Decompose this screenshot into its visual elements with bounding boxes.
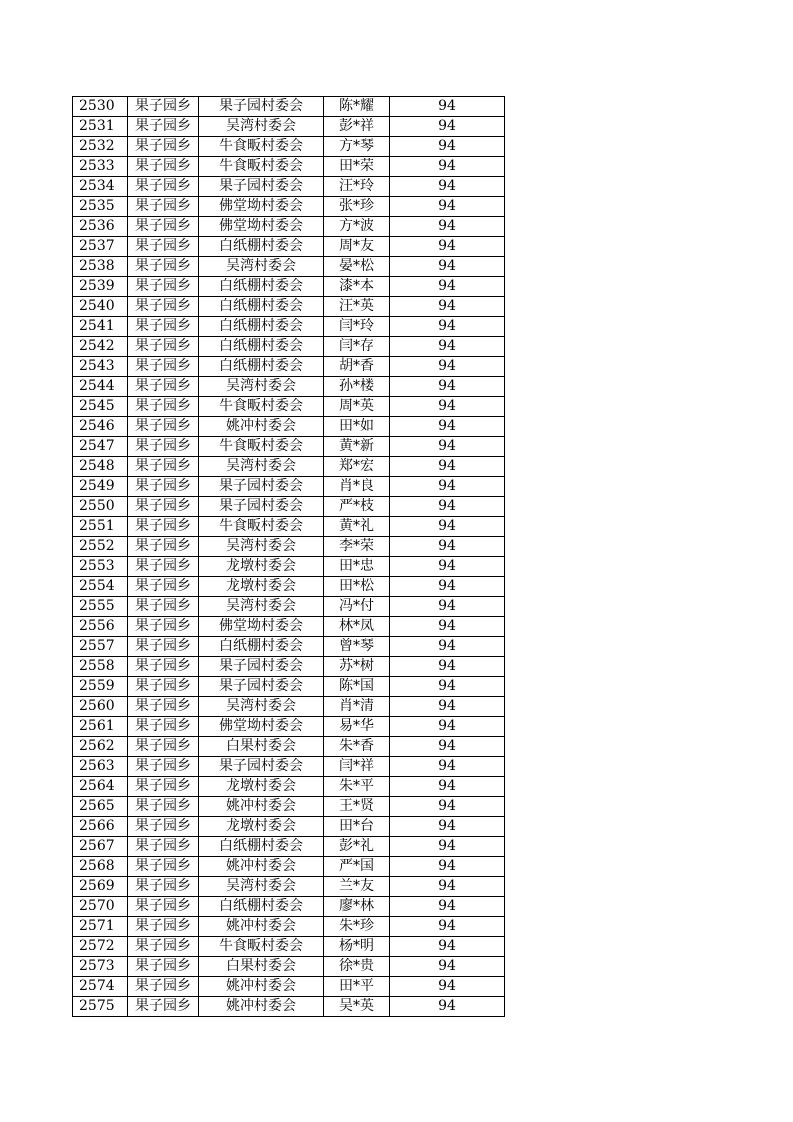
- village-committee-cell: 吴湾村委会: [199, 257, 324, 277]
- score-cell: 94: [390, 217, 505, 237]
- score-cell: 94: [390, 777, 505, 797]
- township-cell: 果子园乡: [128, 837, 199, 857]
- table-row: [73, 177, 505, 197]
- serial-number-cell: 2535: [73, 197, 128, 217]
- table-row: [73, 497, 505, 517]
- serial-number-cell: 2566: [73, 817, 128, 837]
- village-committee-cell: 牛食畈村委会: [199, 517, 324, 537]
- serial-number-cell: 2569: [73, 877, 128, 897]
- village-committee-cell: 果子园村委会: [199, 497, 324, 517]
- serial-number-cell: 2549: [73, 477, 128, 497]
- township-cell: 果子园乡: [128, 157, 199, 177]
- serial-number-cell: 2565: [73, 797, 128, 817]
- person-name-cell: 方*波: [324, 217, 390, 237]
- serial-number-cell: 2554: [73, 577, 128, 597]
- serial-number-cell: 2550: [73, 497, 128, 517]
- village-committee-cell: 吴湾村委会: [199, 697, 324, 717]
- township-cell: 果子园乡: [128, 977, 199, 997]
- score-cell: 94: [390, 537, 505, 557]
- village-committee-cell: 姚冲村委会: [199, 857, 324, 877]
- table-row: [73, 197, 505, 217]
- person-name-cell: 田*平: [324, 977, 390, 997]
- person-name-cell: 李*荣: [324, 537, 390, 557]
- person-name-cell: 易*华: [324, 717, 390, 737]
- township-cell: 果子园乡: [128, 817, 199, 837]
- village-committee-cell: 吴湾村委会: [199, 377, 324, 397]
- serial-number-cell: 2564: [73, 777, 128, 797]
- table-row: [73, 917, 505, 937]
- person-name-cell: 黄*礼: [324, 517, 390, 537]
- score-cell: 94: [390, 417, 505, 437]
- village-committee-cell: 牛食畈村委会: [199, 437, 324, 457]
- person-name-cell: 肖*良: [324, 477, 390, 497]
- village-committee-cell: 吴湾村委会: [199, 597, 324, 617]
- township-cell: 果子园乡: [128, 677, 199, 697]
- table-row: [73, 117, 505, 137]
- score-cell: 94: [390, 137, 505, 157]
- table-row: [73, 357, 505, 377]
- village-committee-cell: 佛堂坳村委会: [199, 717, 324, 737]
- person-name-cell: 陈*耀: [324, 97, 390, 117]
- township-cell: 果子园乡: [128, 637, 199, 657]
- township-cell: 果子园乡: [128, 457, 199, 477]
- village-committee-cell: 佛堂坳村委会: [199, 197, 324, 217]
- village-committee-cell: 牛食畈村委会: [199, 397, 324, 417]
- serial-number-cell: 2552: [73, 537, 128, 557]
- serial-number-cell: 2530: [73, 97, 128, 117]
- score-cell: 94: [390, 357, 505, 377]
- serial-number-cell: 2574: [73, 977, 128, 997]
- person-name-cell: 苏*树: [324, 657, 390, 677]
- person-name-cell: 孙*楼: [324, 377, 390, 397]
- township-cell: 果子园乡: [128, 217, 199, 237]
- table-row: [73, 217, 505, 237]
- score-cell: 94: [390, 997, 505, 1017]
- township-cell: 果子园乡: [128, 797, 199, 817]
- score-cell: 94: [390, 917, 505, 937]
- township-cell: 果子园乡: [128, 177, 199, 197]
- person-name-cell: 田*如: [324, 417, 390, 437]
- village-committee-cell: 白纸棚村委会: [199, 237, 324, 257]
- table-row: [73, 957, 505, 977]
- serial-number-cell: 2547: [73, 437, 128, 457]
- score-cell: 94: [390, 557, 505, 577]
- table-row: [73, 817, 505, 837]
- serial-number-cell: 2572: [73, 937, 128, 957]
- table-row: [73, 717, 505, 737]
- village-committee-cell: 姚冲村委会: [199, 977, 324, 997]
- roster-table-body: [73, 97, 505, 1017]
- township-cell: 果子园乡: [128, 537, 199, 557]
- village-committee-cell: 牛食畈村委会: [199, 937, 324, 957]
- person-name-cell: 严*国: [324, 857, 390, 877]
- score-cell: 94: [390, 437, 505, 457]
- table-row: [73, 377, 505, 397]
- score-cell: 94: [390, 677, 505, 697]
- score-cell: 94: [390, 497, 505, 517]
- village-committee-cell: 果子园村委会: [199, 757, 324, 777]
- table-row: [73, 677, 505, 697]
- serial-number-cell: 2533: [73, 157, 128, 177]
- table-row: [73, 277, 505, 297]
- township-cell: 果子园乡: [128, 617, 199, 637]
- village-committee-cell: 白果村委会: [199, 957, 324, 977]
- table-row: [73, 857, 505, 877]
- score-cell: 94: [390, 977, 505, 997]
- person-name-cell: 林*凤: [324, 617, 390, 637]
- score-cell: 94: [390, 337, 505, 357]
- village-committee-cell: 姚冲村委会: [199, 917, 324, 937]
- table-row: [73, 257, 505, 277]
- score-cell: 94: [390, 877, 505, 897]
- score-cell: 94: [390, 757, 505, 777]
- village-committee-cell: 果子园村委会: [199, 177, 324, 197]
- table-row: [73, 777, 505, 797]
- village-committee-cell: 姚冲村委会: [199, 997, 324, 1017]
- township-cell: 果子园乡: [128, 577, 199, 597]
- township-cell: 果子园乡: [128, 197, 199, 217]
- roster-table: [72, 96, 505, 1017]
- score-cell: 94: [390, 637, 505, 657]
- score-cell: 94: [390, 817, 505, 837]
- serial-number-cell: 2541: [73, 317, 128, 337]
- village-committee-cell: 牛食畈村委会: [199, 157, 324, 177]
- score-cell: 94: [390, 897, 505, 917]
- township-cell: 果子园乡: [128, 297, 199, 317]
- township-cell: 果子园乡: [128, 417, 199, 437]
- score-cell: 94: [390, 97, 505, 117]
- score-cell: 94: [390, 717, 505, 737]
- table-row: [73, 697, 505, 717]
- serial-number-cell: 2534: [73, 177, 128, 197]
- person-name-cell: 闫*祥: [324, 757, 390, 777]
- person-name-cell: 严*枝: [324, 497, 390, 517]
- score-cell: 94: [390, 457, 505, 477]
- serial-number-cell: 2558: [73, 657, 128, 677]
- person-name-cell: 田*松: [324, 577, 390, 597]
- serial-number-cell: 2571: [73, 917, 128, 937]
- table-row: [73, 977, 505, 997]
- person-name-cell: 张*珍: [324, 197, 390, 217]
- township-cell: 果子园乡: [128, 857, 199, 877]
- person-name-cell: 晏*松: [324, 257, 390, 277]
- serial-number-cell: 2575: [73, 997, 128, 1017]
- serial-number-cell: 2559: [73, 677, 128, 697]
- serial-number-cell: 2570: [73, 897, 128, 917]
- table-row: [73, 657, 505, 677]
- score-cell: 94: [390, 597, 505, 617]
- township-cell: 果子园乡: [128, 357, 199, 377]
- township-cell: 果子园乡: [128, 697, 199, 717]
- township-cell: 果子园乡: [128, 737, 199, 757]
- table-row: [73, 237, 505, 257]
- village-committee-cell: 姚冲村委会: [199, 797, 324, 817]
- table-row: [73, 137, 505, 157]
- village-committee-cell: 果子园村委会: [199, 657, 324, 677]
- score-cell: 94: [390, 197, 505, 217]
- person-name-cell: 朱*珍: [324, 917, 390, 937]
- person-name-cell: 黄*新: [324, 437, 390, 457]
- village-committee-cell: 白纸棚村委会: [199, 297, 324, 317]
- score-cell: 94: [390, 657, 505, 677]
- township-cell: 果子园乡: [128, 477, 199, 497]
- village-committee-cell: 姚冲村委会: [199, 417, 324, 437]
- village-committee-cell: 龙墩村委会: [199, 577, 324, 597]
- village-committee-cell: 白纸棚村委会: [199, 897, 324, 917]
- person-name-cell: 兰*友: [324, 877, 390, 897]
- serial-number-cell: 2557: [73, 637, 128, 657]
- person-name-cell: 胡*香: [324, 357, 390, 377]
- village-committee-cell: 吴湾村委会: [199, 537, 324, 557]
- serial-number-cell: 2573: [73, 957, 128, 977]
- township-cell: 果子园乡: [128, 957, 199, 977]
- serial-number-cell: 2532: [73, 137, 128, 157]
- table-row: [73, 437, 505, 457]
- village-committee-cell: 果子园村委会: [199, 477, 324, 497]
- table-row: [73, 337, 505, 357]
- score-cell: 94: [390, 937, 505, 957]
- township-cell: 果子园乡: [128, 917, 199, 937]
- serial-number-cell: 2537: [73, 237, 128, 257]
- score-cell: 94: [390, 377, 505, 397]
- serial-number-cell: 2562: [73, 737, 128, 757]
- township-cell: 果子园乡: [128, 257, 199, 277]
- table-row: [73, 517, 505, 537]
- serial-number-cell: 2553: [73, 557, 128, 577]
- score-cell: 94: [390, 397, 505, 417]
- score-cell: 94: [390, 297, 505, 317]
- township-cell: 果子园乡: [128, 657, 199, 677]
- village-committee-cell: 果子园村委会: [199, 97, 324, 117]
- township-cell: 果子园乡: [128, 597, 199, 617]
- township-cell: 果子园乡: [128, 237, 199, 257]
- serial-number-cell: 2556: [73, 617, 128, 637]
- serial-number-cell: 2539: [73, 277, 128, 297]
- person-name-cell: 闫*存: [324, 337, 390, 357]
- score-cell: 94: [390, 617, 505, 637]
- township-cell: 果子园乡: [128, 877, 199, 897]
- township-cell: 果子园乡: [128, 517, 199, 537]
- table-row: [73, 797, 505, 817]
- table-row: [73, 557, 505, 577]
- township-cell: 果子园乡: [128, 497, 199, 517]
- person-name-cell: 闫*玲: [324, 317, 390, 337]
- village-committee-cell: 吴湾村委会: [199, 457, 324, 477]
- score-cell: 94: [390, 277, 505, 297]
- serial-number-cell: 2531: [73, 117, 128, 137]
- village-committee-cell: 白纸棚村委会: [199, 337, 324, 357]
- person-name-cell: 冯*付: [324, 597, 390, 617]
- serial-number-cell: 2544: [73, 377, 128, 397]
- score-cell: 94: [390, 697, 505, 717]
- person-name-cell: 廖*林: [324, 897, 390, 917]
- serial-number-cell: 2551: [73, 517, 128, 537]
- township-cell: 果子园乡: [128, 897, 199, 917]
- table-row: [73, 617, 505, 637]
- table-row: [73, 637, 505, 657]
- serial-number-cell: 2568: [73, 857, 128, 877]
- person-name-cell: 汪*英: [324, 297, 390, 317]
- village-committee-cell: 吴湾村委会: [199, 117, 324, 137]
- person-name-cell: 郑*宏: [324, 457, 390, 477]
- score-cell: 94: [390, 517, 505, 537]
- person-name-cell: 吴*英: [324, 997, 390, 1017]
- score-cell: 94: [390, 237, 505, 257]
- village-committee-cell: 白纸棚村委会: [199, 277, 324, 297]
- person-name-cell: 朱*平: [324, 777, 390, 797]
- score-cell: 94: [390, 957, 505, 977]
- table-row: [73, 297, 505, 317]
- score-cell: 94: [390, 157, 505, 177]
- score-cell: 94: [390, 477, 505, 497]
- person-name-cell: 漆*本: [324, 277, 390, 297]
- serial-number-cell: 2536: [73, 217, 128, 237]
- serial-number-cell: 2563: [73, 757, 128, 777]
- table-row: [73, 997, 505, 1017]
- person-name-cell: 朱*香: [324, 737, 390, 757]
- person-name-cell: 王*贤: [324, 797, 390, 817]
- score-cell: 94: [390, 117, 505, 137]
- score-cell: 94: [390, 577, 505, 597]
- score-cell: 94: [390, 177, 505, 197]
- township-cell: 果子园乡: [128, 437, 199, 457]
- table-row: [73, 457, 505, 477]
- person-name-cell: 肖*清: [324, 697, 390, 717]
- person-name-cell: 汪*玲: [324, 177, 390, 197]
- village-committee-cell: 龙墩村委会: [199, 777, 324, 797]
- table-row: [73, 417, 505, 437]
- person-name-cell: 彭*礼: [324, 837, 390, 857]
- person-name-cell: 杨*明: [324, 937, 390, 957]
- township-cell: 果子园乡: [128, 757, 199, 777]
- village-committee-cell: 龙墩村委会: [199, 817, 324, 837]
- village-committee-cell: 吴湾村委会: [199, 877, 324, 897]
- table-row: [73, 97, 505, 117]
- score-cell: 94: [390, 857, 505, 877]
- village-committee-cell: 白纸棚村委会: [199, 837, 324, 857]
- village-committee-cell: 白纸棚村委会: [199, 357, 324, 377]
- table-row: [73, 537, 505, 557]
- serial-number-cell: 2540: [73, 297, 128, 317]
- township-cell: 果子园乡: [128, 97, 199, 117]
- township-cell: 果子园乡: [128, 997, 199, 1017]
- township-cell: 果子园乡: [128, 397, 199, 417]
- serial-number-cell: 2545: [73, 397, 128, 417]
- table-row: [73, 937, 505, 957]
- person-name-cell: 田*荣: [324, 157, 390, 177]
- person-name-cell: 周*英: [324, 397, 390, 417]
- township-cell: 果子园乡: [128, 117, 199, 137]
- serial-number-cell: 2561: [73, 717, 128, 737]
- person-name-cell: 田*忠: [324, 557, 390, 577]
- township-cell: 果子园乡: [128, 277, 199, 297]
- village-committee-cell: 白纸棚村委会: [199, 317, 324, 337]
- serial-number-cell: 2546: [73, 417, 128, 437]
- table-row: [73, 157, 505, 177]
- score-cell: 94: [390, 317, 505, 337]
- person-name-cell: 田*台: [324, 817, 390, 837]
- person-name-cell: 曾*琴: [324, 637, 390, 657]
- village-committee-cell: 龙墩村委会: [199, 557, 324, 577]
- person-name-cell: 周*友: [324, 237, 390, 257]
- serial-number-cell: 2548: [73, 457, 128, 477]
- township-cell: 果子园乡: [128, 337, 199, 357]
- score-cell: 94: [390, 837, 505, 857]
- township-cell: 果子园乡: [128, 317, 199, 337]
- serial-number-cell: 2543: [73, 357, 128, 377]
- township-cell: 果子园乡: [128, 937, 199, 957]
- table-row: [73, 757, 505, 777]
- score-cell: 94: [390, 797, 505, 817]
- village-committee-cell: 牛食畈村委会: [199, 137, 324, 157]
- table-row: [73, 897, 505, 917]
- person-name-cell: 方*琴: [324, 137, 390, 157]
- village-committee-cell: 果子园村委会: [199, 677, 324, 697]
- township-cell: 果子园乡: [128, 777, 199, 797]
- township-cell: 果子园乡: [128, 557, 199, 577]
- serial-number-cell: 2538: [73, 257, 128, 277]
- township-cell: 果子园乡: [128, 717, 199, 737]
- village-committee-cell: 佛堂坳村委会: [199, 217, 324, 237]
- village-committee-cell: 白果村委会: [199, 737, 324, 757]
- serial-number-cell: 2542: [73, 337, 128, 357]
- serial-number-cell: 2555: [73, 597, 128, 617]
- serial-number-cell: 2567: [73, 837, 128, 857]
- township-cell: 果子园乡: [128, 377, 199, 397]
- table-row: [73, 837, 505, 857]
- village-committee-cell: 白纸棚村委会: [199, 637, 324, 657]
- table-row: [73, 477, 505, 497]
- table-row: [73, 577, 505, 597]
- table-row: [73, 597, 505, 617]
- person-name-cell: 陈*国: [324, 677, 390, 697]
- table-row: [73, 737, 505, 757]
- table-row: [73, 397, 505, 417]
- table-row: [73, 877, 505, 897]
- township-cell: 果子园乡: [128, 137, 199, 157]
- village-committee-cell: 佛堂坳村委会: [199, 617, 324, 637]
- score-cell: 94: [390, 257, 505, 277]
- person-name-cell: 彭*祥: [324, 117, 390, 137]
- person-name-cell: 徐*贵: [324, 957, 390, 977]
- serial-number-cell: 2560: [73, 697, 128, 717]
- score-cell: 94: [390, 737, 505, 757]
- table-row: [73, 317, 505, 337]
